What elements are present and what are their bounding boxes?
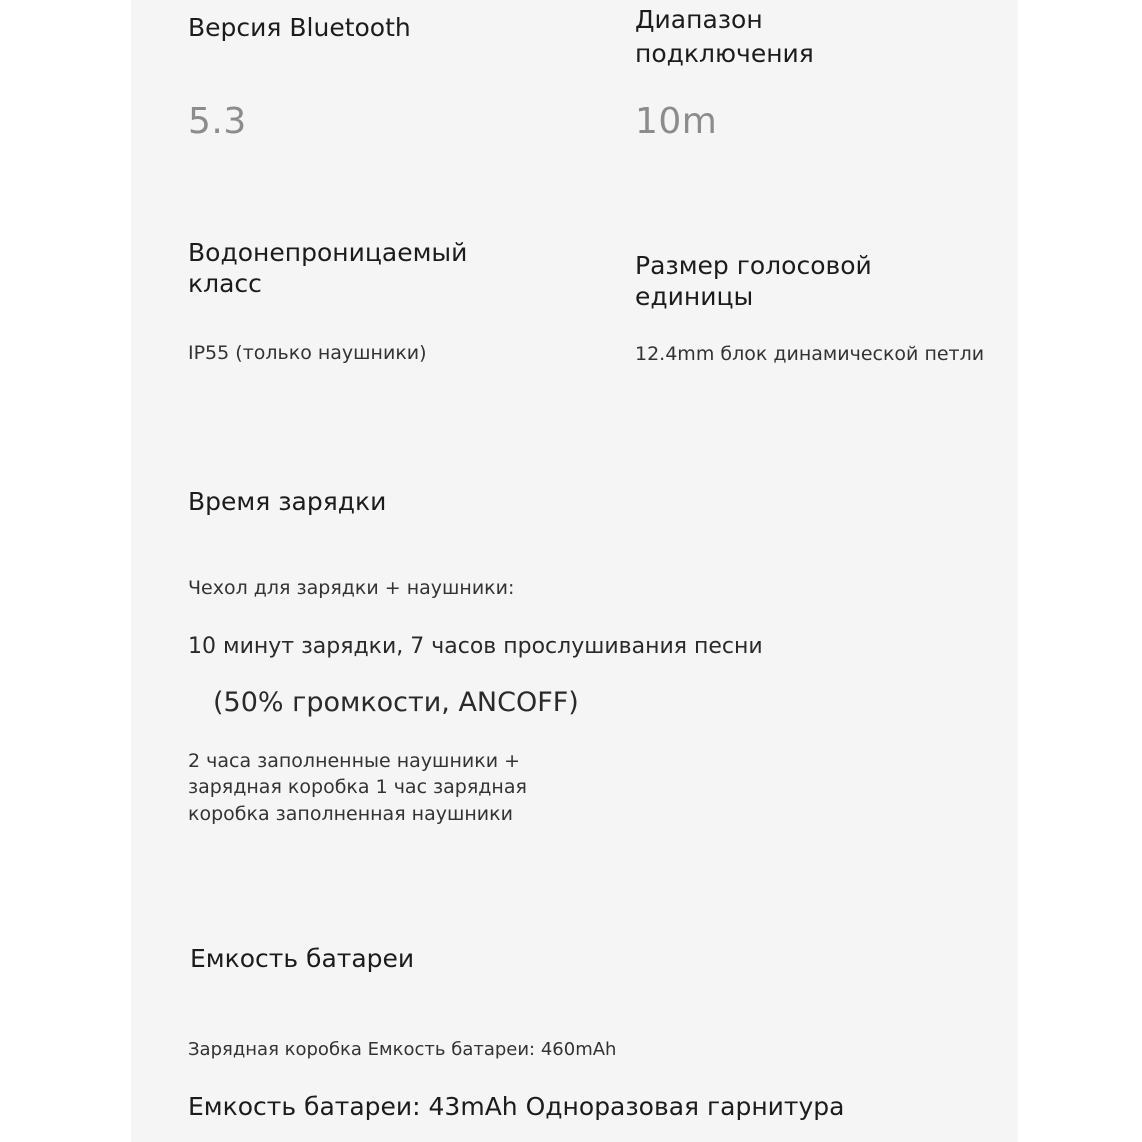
charging-title: Время зарядки bbox=[188, 487, 387, 516]
charging-subtitle: Чехол для зарядки + наушники: bbox=[188, 577, 515, 599]
waterproof-value: IP55 (только наушники) bbox=[188, 342, 427, 364]
charging-line1: 10 минут зарядки, 7 часов прослушивания песни bbox=[188, 634, 763, 659]
charging-note-line1: 2 часа заполненные наушники + bbox=[188, 750, 520, 772]
battery-earbud-capacity: Емкость батареи: 43mAh Одноразовая гарнитура bbox=[188, 1092, 845, 1121]
waterproof-label-line2: класс bbox=[188, 269, 262, 298]
battery-title: Емкость батареи bbox=[190, 944, 415, 973]
charging-note-line2: зарядная коробка 1 час зарядная bbox=[188, 776, 527, 798]
range-value: 10m bbox=[635, 101, 718, 142]
driver-size-value: 12.4mm блок динамической петли bbox=[635, 343, 985, 365]
bluetooth-version-value: 5.3 bbox=[188, 101, 247, 142]
range-label-line2: подключения bbox=[635, 39, 814, 68]
range-label-line1: Диапазон bbox=[635, 5, 763, 34]
waterproof-label-line1: Водонепроницаемый bbox=[188, 238, 468, 267]
driver-size-label-line1: Размер голосовой bbox=[635, 251, 872, 280]
battery-case-capacity: Зарядная коробка Емкость батареи: 460mAh bbox=[188, 1039, 617, 1060]
driver-size-label-line2: единицы bbox=[635, 282, 754, 311]
charging-line2: (50% громкости, ANCOFF) bbox=[213, 687, 579, 718]
bluetooth-version-label: Версия Bluetooth bbox=[188, 13, 411, 42]
charging-note-line3: коробка заполненная наушники bbox=[188, 803, 513, 825]
